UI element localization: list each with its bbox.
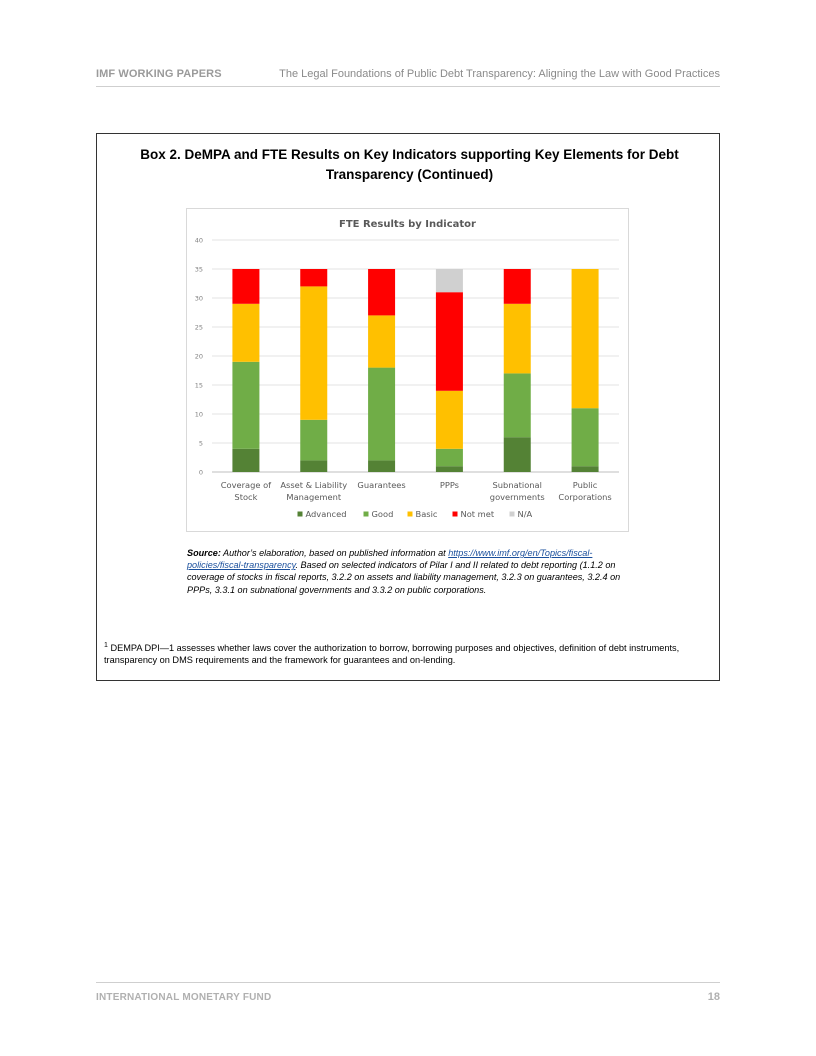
bar-segment (232, 304, 259, 362)
x-tick-label: Subnational (492, 480, 542, 490)
bar-segment (504, 373, 531, 437)
bar-segment (572, 466, 599, 472)
source-link[interactable]: https://www.imf.org/en/Topics/fiscal-policies/fiscal-transparency (187, 548, 593, 571)
x-tick-label: Public (572, 480, 598, 490)
header-series-title: IMF WORKING PAPERS (96, 68, 222, 80)
bar-segment (436, 292, 463, 391)
chart-title: FTE Results by Indicator (338, 219, 477, 230)
source-label: Source: (187, 548, 221, 558)
y-tick-label: 5 (198, 439, 203, 448)
header-paper-title: The Legal Foundations of Public Debt Transparency: Aligning the Law with Good Practices (279, 68, 720, 80)
y-tick-label: 20 (194, 352, 203, 361)
legend-swatch (364, 512, 369, 517)
x-tick-label: Management (286, 492, 342, 502)
x-tick-label: Asset & Liability (280, 480, 348, 490)
legend-swatch (510, 512, 515, 517)
legend-label: Not met (460, 509, 495, 519)
bar-segment (300, 269, 327, 286)
bar-segment (368, 368, 395, 461)
bar-segment (504, 269, 531, 304)
bar-segment (368, 315, 395, 367)
legend-swatch (453, 512, 458, 517)
chart-svg (187, 209, 628, 531)
footnote-text: DEMPA DPI—1 assesses whether laws cover the authorization to borrow, borrowing purposes and objectives, definition of debt instruments, transparency on DMS requirements and the framework for guarantees and on-lending. (104, 643, 680, 666)
bar-segment (504, 437, 531, 472)
x-tick-label: Corporations (558, 492, 612, 502)
bar-segment (232, 269, 259, 304)
legend-label: N/A (517, 509, 533, 519)
legend-swatch (408, 512, 413, 517)
x-tick-label: Guarantees (357, 480, 406, 490)
y-tick-label: 0 (198, 468, 203, 477)
bar-segment (300, 420, 327, 461)
source-note (187, 547, 627, 596)
y-tick-label: 35 (194, 265, 203, 274)
y-tick-label: 10 (194, 410, 203, 419)
page-footer (96, 982, 720, 1005)
bar-segment (436, 391, 463, 449)
y-tick-label: 30 (194, 294, 203, 303)
x-tick-label: Coverage of (220, 480, 272, 490)
bar-segment (300, 286, 327, 419)
fte-results-chart (186, 208, 629, 532)
page-header (96, 66, 720, 87)
bar-segment (300, 460, 327, 472)
x-tick-label: governments (489, 492, 545, 502)
page-number: 18 (707, 991, 720, 1003)
footnote-marker: 1 (104, 641, 108, 649)
bar-segment (368, 460, 395, 472)
bar-segment (436, 449, 463, 466)
box-title (137, 145, 682, 185)
y-tick-label: 40 (194, 236, 203, 245)
source-text-1: Author’s elaboration, based on published information at (220, 548, 449, 558)
bar-segment (572, 408, 599, 466)
legend-label: Basic (415, 509, 438, 519)
bar-segment (232, 362, 259, 449)
bar-segment (504, 304, 531, 374)
footnote (104, 642, 710, 667)
x-tick-label: Stock (234, 492, 258, 502)
source-text-2: . Based on selected indicators of Pilar I and II related to debt reporting (1.1.2 on coverage of stocks in fiscal reports, 3.2.2 on assets and liability management, 3.2.3 on guarantees, 3.2.4 on PPPs, 3.3.1 on subnational governments and 3.3.2 on public corporations. (187, 560, 621, 595)
legend-label: Good (371, 509, 394, 519)
box-2 (96, 133, 720, 681)
bar-segment (436, 466, 463, 472)
box-title-line-2: Transparency (Continued) (325, 167, 494, 182)
footer-organization: INTERNATIONAL MONETARY FUND (96, 992, 272, 1003)
y-tick-label: 15 (194, 381, 203, 390)
bar-segment (436, 269, 463, 292)
bar-segment (572, 269, 599, 408)
bar-segment (368, 269, 395, 315)
y-tick-label: 25 (194, 323, 203, 332)
bar-segment (232, 449, 259, 472)
legend-swatch (298, 512, 303, 517)
box-title-line-1: Box 2. DeMPA and FTE Results on Key Indicators supporting Key Elements for Debt (140, 147, 679, 162)
legend-label: Advanced (305, 509, 347, 519)
x-tick-label: PPPs (439, 480, 460, 490)
